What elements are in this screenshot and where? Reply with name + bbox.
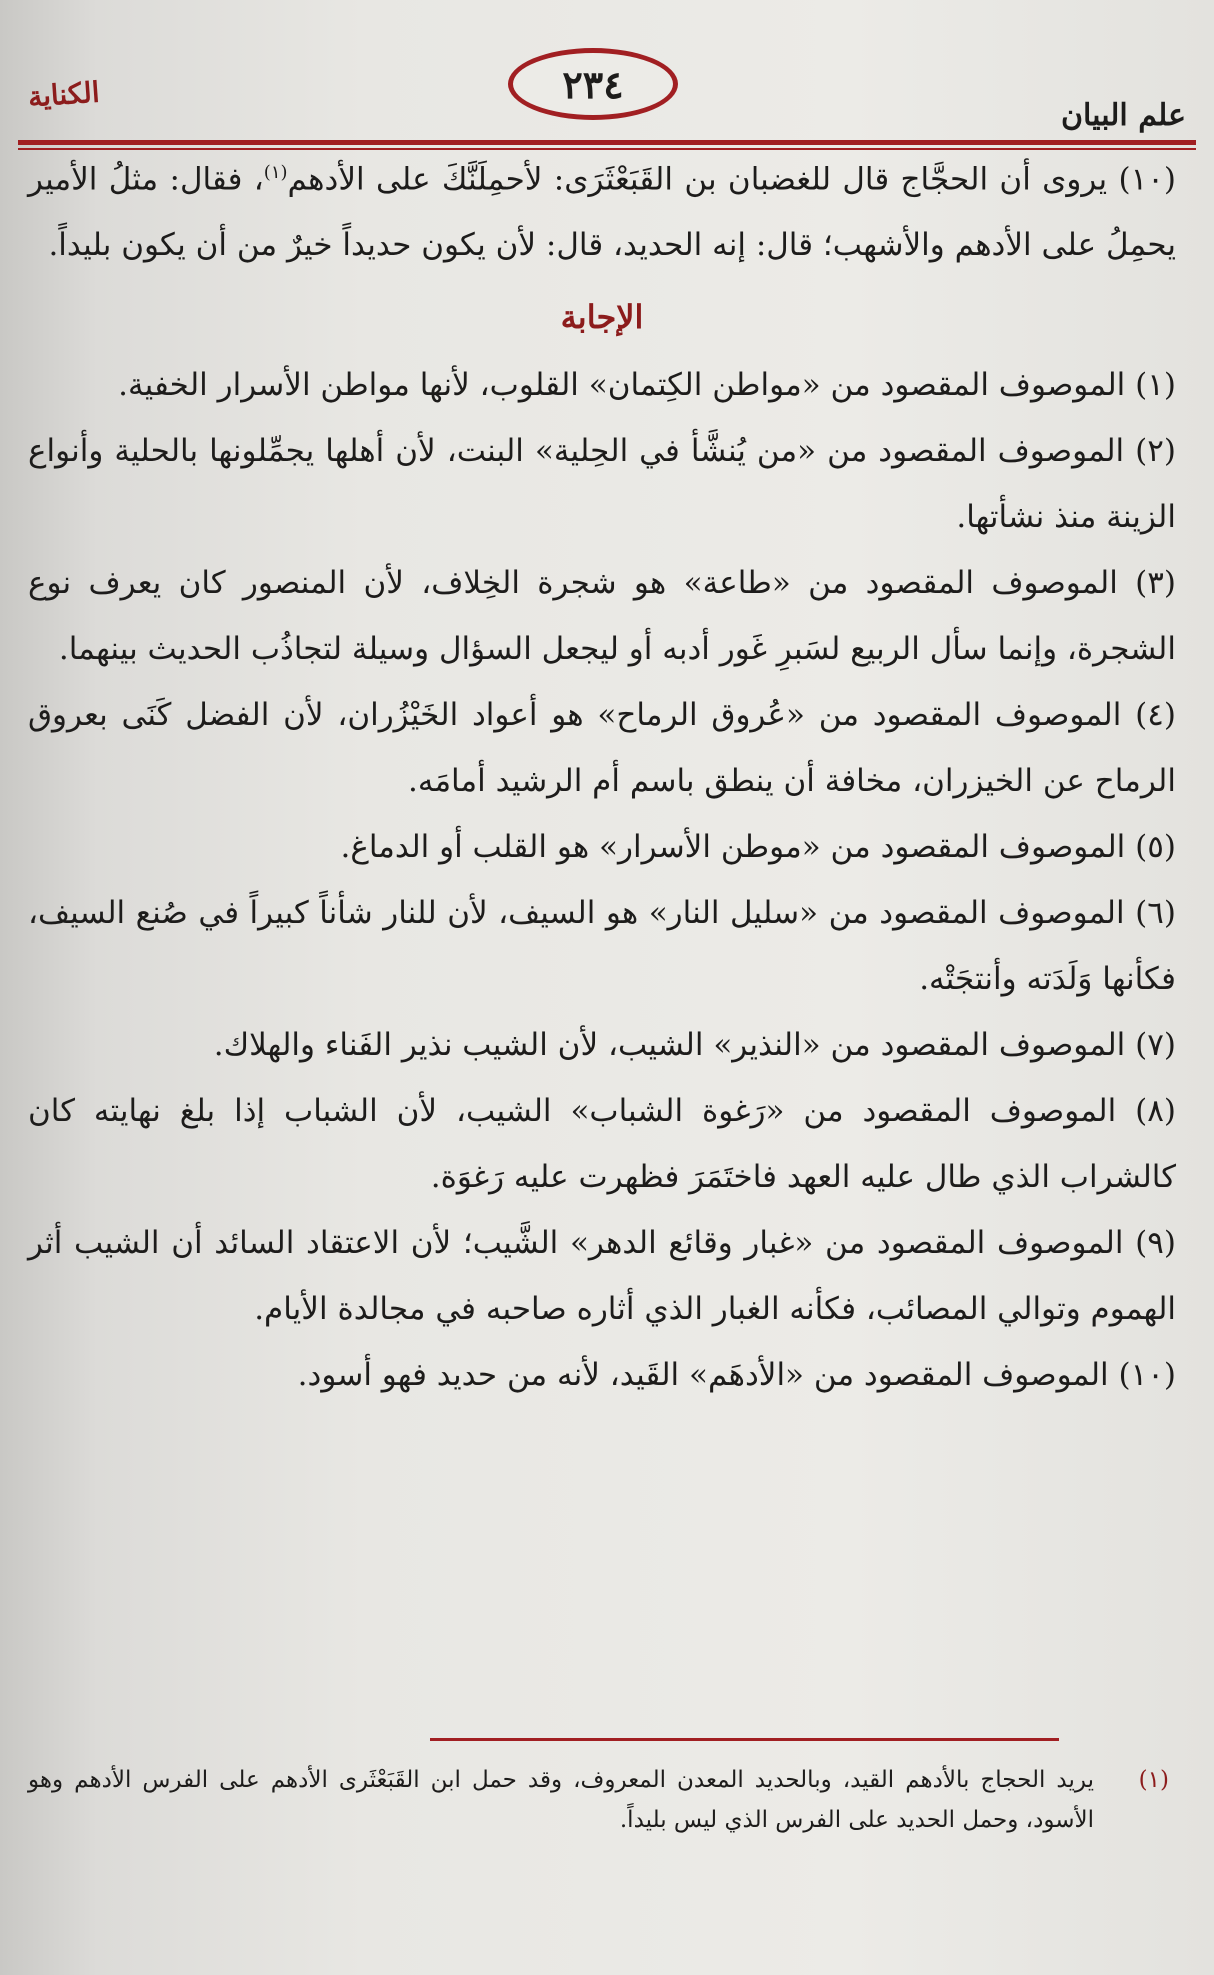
answer-item: (١) الموصوف المقصود من «مواطن الكِتمان» القلوب، لأنها مواطن الأسرار الخفية.	[118, 367, 1176, 404]
answer-item: (٢) الموصوف المقصود من «من يُنشَّأ في الحِلية» البنت، لأن أهلها يجمِّلونها بالحلية وأنواع الزينة منذ نشأتها.	[28, 433, 1176, 536]
exercise-10-line1: (١٠) يروى أن الحجَّاج قال للغضبان بن القَبَعْثَرَى: لأحمِلَنَّكَ على الأدهم	[287, 161, 1176, 198]
exercise-10	[28, 140, 1176, 278]
footnote-text: يريد الحجاج بالأدهم القيد، وبالحديد المعدن المعروف، وقد حمل ابن القَبَعْثَرى الأدهم على الفرس الأدهم وهو الأسود، وحمل الحديد على الفرس الذي ليس بليداً.	[28, 1767, 1094, 1833]
page-number: ٢٣٤	[508, 48, 678, 120]
answer-item: (٦) الموصوف المقصود من «سليل النار» هو السيف، لأن للنار شأناً كبيراً في صُنع السيف، فكأنها وَلَدَته وأنتجَتْه.	[28, 895, 1176, 998]
answer-item: (٨) الموصوف المقصود من «رَغوة الشباب» الشيب، لأن الشباب إذا بلغ نهايته كان كالشراب الذي طال عليه العهد فاختَمَرَ فظهرت عليه رَغوَة.	[28, 1093, 1176, 1196]
page-header	[18, 40, 1196, 135]
answer-item: (٣) الموصوف المقصود من «طاعة» هو شجرة الخِلاف، لأن المنصور كان يعرف نوع الشجرة، وإنما سأل الربيع لسَبرِ غَور أدبه أو ليجعل السؤال وسيلة لتجاذُب الحديث بينهما.	[28, 565, 1176, 668]
exercise-10-line1-end: ،	[253, 161, 264, 198]
footnote	[28, 1760, 1169, 1840]
chapter-title: الكناية	[26, 75, 101, 114]
answer-item: (٥) الموصوف المقصود من «موطن الأسرار» هو القلب أو الدماغ.	[340, 829, 1176, 866]
footnote-divider	[430, 1738, 1059, 1741]
exercise-10-line2: فقال: مثلُ الأمير يحمِلُ على الأدهم والأشهب؛ قال: إنه الحديد، قال: لأن يكون	[28, 161, 1176, 264]
answers-heading: الإجابة	[560, 298, 644, 337]
answer-item: (٧) الموصوف المقصود من «النذير» الشيب، لأن الشيب نذير الفَناء والهلاك.	[213, 1027, 1176, 1064]
page-body	[28, 140, 1176, 1408]
book-title: علم البيان	[1061, 98, 1186, 133]
footnote-reference: (١)	[263, 162, 288, 183]
answer-item: (٤) الموصوف المقصود من «عُروق الرماح» هو أعواد الخَيْزُران، لأن الفضل كَنَى بعروق الرماح عن الخيزران، مخافة أن ينطق باسم أم الرشيد أمامَه.	[28, 697, 1176, 800]
answer-item: (٩) الموصوف المقصود من «غبار وقائع الدهر» الشَّيب؛ لأن الاعتقاد السائد أن الشيب أثر الهموم وتوالي المصائب، فكأنه الغبار الذي أثاره صاحبه في مجالدة الأيام.	[28, 1225, 1176, 1328]
answer-item: (١٠) الموصوف المقصود من «الأدهَم» القَيد، لأنه من حديد فهو أسود.	[297, 1357, 1176, 1394]
exercise-10-line3: حديداً خيرٌ من أن يكون بليداً.	[48, 227, 412, 264]
footnote-number: (١)	[1138, 1767, 1169, 1793]
